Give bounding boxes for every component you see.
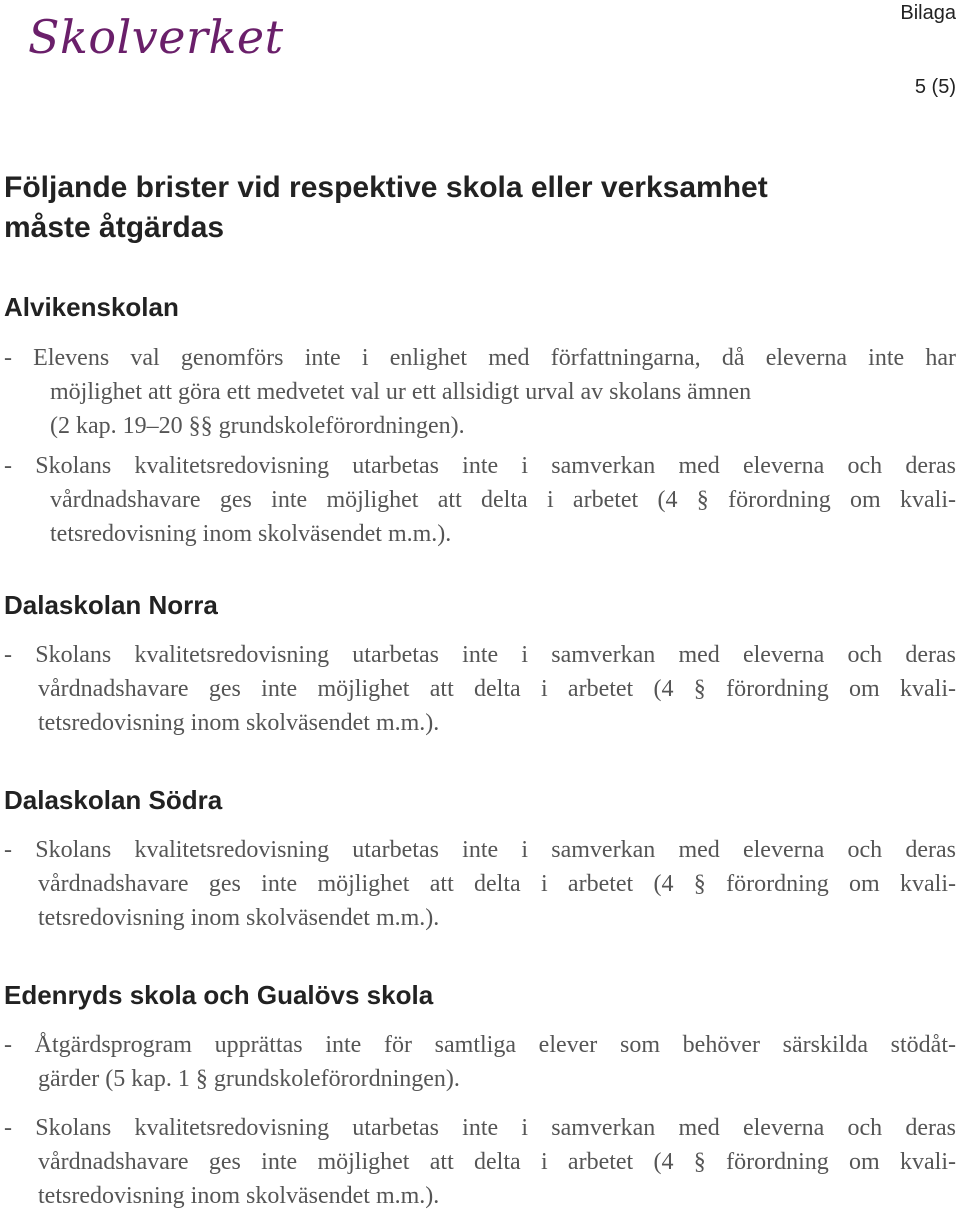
list-item bbox=[4, 833, 956, 935]
list-item-line: - Elevens val genomförs inte i enlighet med författningarna, då eleverna inte har bbox=[4, 345, 956, 371]
attachment-label: Bilaga bbox=[900, 2, 956, 24]
page-number: 5 (5) bbox=[914, 76, 956, 98]
list-item-line: - Åtgärdsprogram upprättas inte för samtliga elever som behöver särskilda stödåt- bbox=[4, 1032, 956, 1058]
section-heading-edenryds-gualovs: Edenryds skola och Gualövs skola bbox=[4, 980, 434, 1010]
list-item-line: vårdnadshavare ges inte möjlighet att delta i arbetet (4 § förordning om kvali- bbox=[38, 1149, 956, 1175]
page-title-line-1: Följande brister vid respektive skola eller verksamhet bbox=[4, 171, 768, 204]
list-item-line: tetsredovisning inom skolväsendet m.m.). bbox=[38, 905, 440, 931]
page-title bbox=[4, 168, 944, 248]
list-item-line: vårdnadshavare ges inte möjlighet att delta i arbetet (4 § förordning om kvali- bbox=[38, 871, 956, 897]
list-item-line: tetsredovisning inom skolväsendet m.m.). bbox=[38, 710, 440, 736]
list-item-line: - Skolans kvalitetsredovisning utarbetas inte i samverkan med eleverna och deras bbox=[4, 642, 956, 668]
page-title-line-2: måste åtgärdas bbox=[4, 211, 225, 244]
section-heading-dalaskolan-norra: Dalaskolan Norra bbox=[4, 590, 218, 620]
list-item-line: tetsredovisning inom skolväsendet m.m.). bbox=[38, 1183, 440, 1209]
list-item-line: - Skolans kvalitetsredovisning utarbetas inte i samverkan med eleverna och deras bbox=[4, 453, 956, 479]
list-item-line: vårdnadshavare ges inte möjlighet att delta i arbetet (4 § förordning om kvali- bbox=[38, 676, 956, 702]
section-heading-dalaskolan-sodra: Dalaskolan Södra bbox=[4, 785, 223, 815]
list-item-line: tetsredovisning inom skolväsendet m.m.). bbox=[50, 521, 452, 547]
list-item bbox=[4, 1028, 956, 1096]
list-item-line: - Skolans kvalitetsredovisning utarbetas inte i samverkan med eleverna och deras bbox=[4, 837, 956, 863]
list-item bbox=[4, 1111, 956, 1213]
list-item bbox=[4, 341, 956, 443]
list-item-line: gärder (5 kap. 1 § grundskoleförordningen). bbox=[38, 1066, 460, 1092]
list-item bbox=[4, 638, 956, 740]
list-item-line: vårdnadshavare ges inte möjlighet att delta i arbetet (4 § förordning om kvali- bbox=[50, 487, 956, 513]
skolverket-logo: Skolverket bbox=[28, 10, 284, 64]
list-item-line: möjlighet att göra ett medvetet val ur ett allsidigt urval av skolans ämnen bbox=[50, 379, 752, 405]
list-item-line: - Skolans kvalitetsredovisning utarbetas inte i samverkan med eleverna och deras bbox=[4, 1115, 956, 1141]
section-heading-alvikenskolan: Alvikenskolan bbox=[4, 292, 179, 322]
list-item-line: (2 kap. 19–20 §§ grundskoleförordningen). bbox=[50, 413, 465, 439]
list-item bbox=[4, 449, 956, 551]
